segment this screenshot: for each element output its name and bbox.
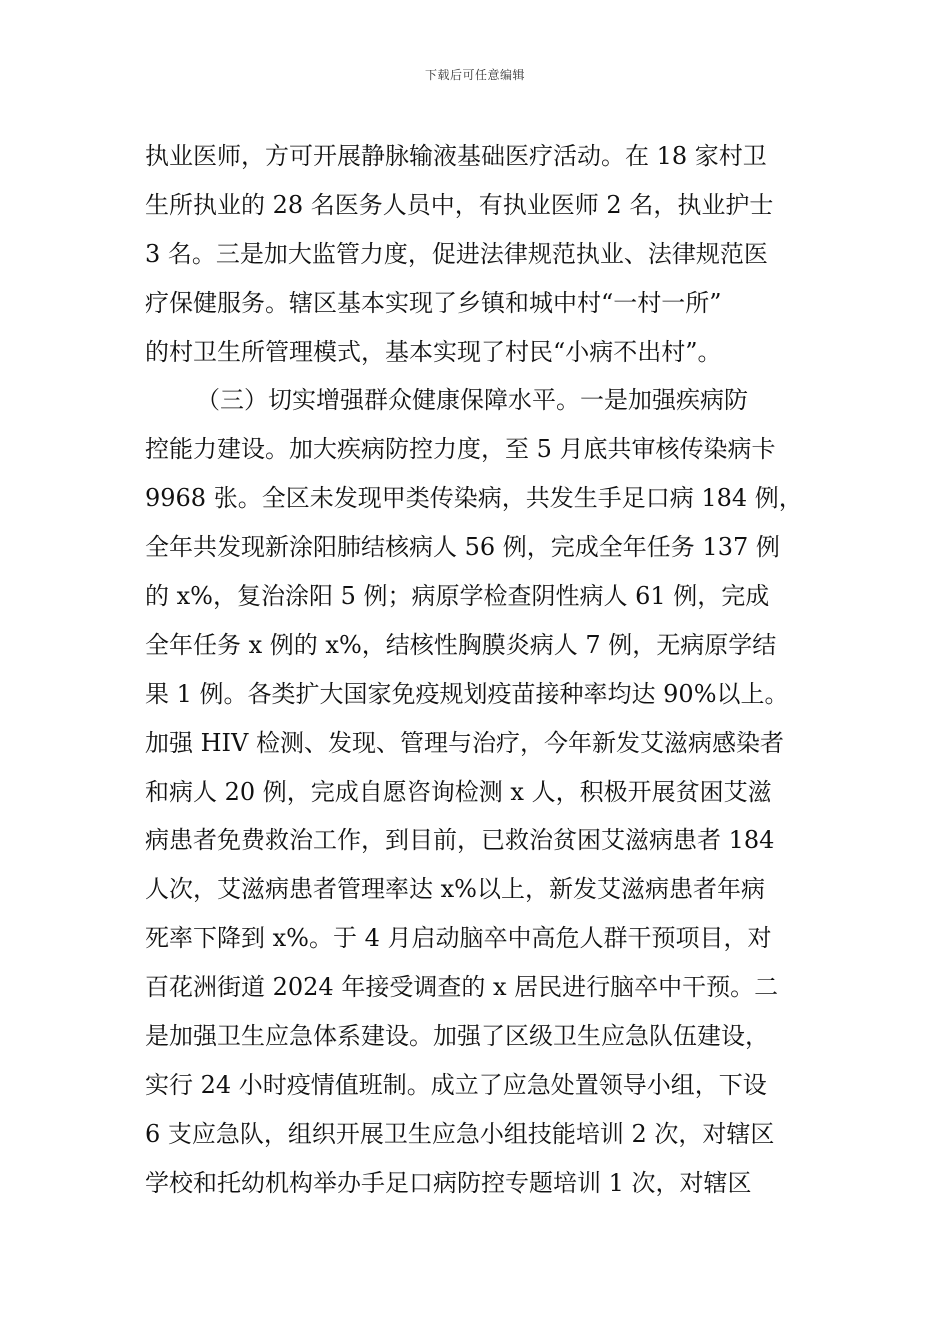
text-line: 全年任务 x 例的 x%，结核性胸膜炎病人 7 例，无病原学结: [145, 630, 777, 659]
text-line: 的 x%，复治涂阳 5 例；病原学检查阴性病人 61 例，完成: [145, 582, 770, 611]
text-line: 人次，艾滋病患者管理率达 x%以上，新发艾滋病患者年病: [145, 875, 765, 904]
page-header: 下载后可任意编辑: [424, 68, 525, 82]
text-line: 实行 24 小时疫情值班制。成立了应急处置领导小组，下设: [145, 1070, 767, 1099]
text-line: 病患者免费救治工作，到目前，已救治贫困艾滋病患者 184: [145, 826, 775, 855]
text-line: 疗保健服务。辖区基本实现了乡镇和城中村“一村一所”: [145, 288, 722, 317]
text-line: 加强 HIV 检测、发现、管理与治疗，今年新发艾滋病感染者: [145, 728, 784, 757]
text-line: 生所执业的 28 名医务人员中，有执业医师 2 名，执业护士: [145, 190, 774, 219]
text-line: 是加强卫生应急体系建设。加强了区级卫生应急队伍建设，: [145, 1022, 769, 1051]
text-line: 学校和托幼机构举办手足口病防控专题培训 1 次，对辖区: [145, 1168, 752, 1197]
text-line: 9968 张。全区未发现甲类传染病，共发生手足口病 184 例，: [145, 484, 803, 513]
text-line: 3 名。三是加大监管力度，促进法律规范执业、法律规范医: [145, 239, 768, 268]
text-line: 果 1 例。各类扩大国家免疫规划疫苗接种率均达 90%以上。: [145, 679, 789, 708]
text-line: 全年共发现新涂阳肺结核病人 56 例，完成全年任务 137 例: [145, 533, 780, 562]
text-line: 百花洲街道 2024 年接受调查的 x 居民进行脑卒中干预。二: [145, 973, 779, 1002]
text-line: 执业医师，方可开展静脉输液基础医疗活动。在 18 家村卫: [145, 142, 767, 170]
document-body: [145, 132, 805, 1208]
text-line: 控能力建设。加大疾病防控力度，至 5 月底共审核传染病卡: [145, 435, 776, 464]
text-line: 死率下降到 x%。于 4 月启动脑卒中高危人群干预项目，对: [145, 924, 772, 953]
text-line: 6 支应急队，组织开展卫生应急小组技能培训 2 次，对辖区: [145, 1119, 775, 1148]
text-line: 的村卫生所管理模式，基本实现了村民“小病不出村”。: [145, 337, 722, 366]
text-line: 和病人 20 例，完成自愿咨询检测 x 人，积极开展贫困艾滋: [145, 777, 772, 806]
section-heading-line: （三）切实增强群众健康保障水平。一是加强疾病防: [196, 386, 748, 415]
